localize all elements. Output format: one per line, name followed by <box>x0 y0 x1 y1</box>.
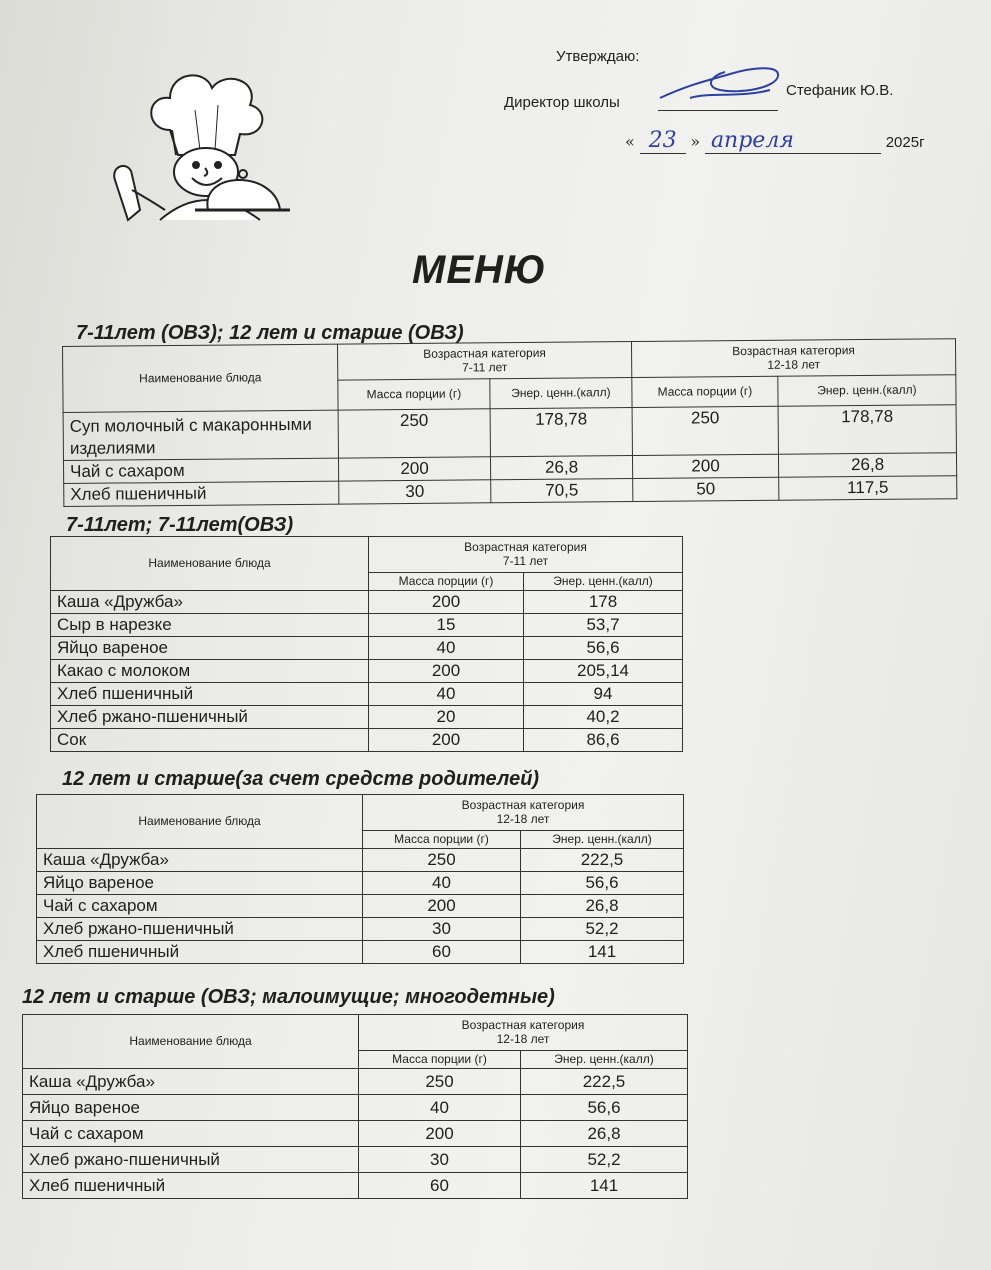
age-category: Возрастная категория 12-18 лет <box>363 795 684 831</box>
table-row: Хлеб пшеничный 60 141 <box>37 941 684 964</box>
table-row: Суп молочный с макаронными изделиями 250 178,78 250 178,78 <box>63 405 956 461</box>
mass-header: Масса порции (г) <box>338 379 490 410</box>
director-name: Стефаник Ю.В. <box>786 82 894 99</box>
section-heading: 7-11лет; 7-11лет(ОВЗ) <box>66 514 294 536</box>
chef-illustration <box>100 60 300 235</box>
dish-header: Наименование блюда <box>51 537 369 591</box>
dish-header: Наименование блюда <box>37 795 363 849</box>
table-row: Яйцо вареное 40 56,6 <box>23 1095 688 1121</box>
age-category: Возрастная категория 12-18 лет <box>359 1015 688 1051</box>
director-position: Директор школы <box>504 94 620 111</box>
table-row: Каша «Дружба» 250 222,5 <box>37 849 684 872</box>
table-row: Хлеб ржано-пшеничный 20 40,2 <box>51 706 683 729</box>
age-category: Возрастная категория 7-11 лет <box>337 342 631 381</box>
table-row: Яйцо вареное 40 56,6 <box>37 872 684 895</box>
table-row: Хлеб пшеничный 40 94 <box>51 683 683 706</box>
date-year: 2025г <box>885 134 925 151</box>
mass-header: Масса порции (г) <box>359 1051 521 1069</box>
approval-block <box>500 48 970 158</box>
energy-header: Энер. ценн.(калл) <box>778 375 956 407</box>
section-heading: 7-11лет (ОВЗ); 12 лет и старше (ОВЗ) <box>76 322 464 344</box>
age-category: Возрастная категория 12-18 лет <box>631 339 955 378</box>
mass-header: Масса порции (г) <box>363 831 521 849</box>
energy-header: Энер. ценн.(калл) <box>521 1051 688 1069</box>
table-row: Чай с сахаром 200 26,8 <box>23 1121 688 1147</box>
menu-table <box>22 1014 688 1199</box>
table-row: Каша «Дружба» 200 178 <box>51 591 683 614</box>
table-row: Какао с молоком 200 205,14 <box>51 660 683 683</box>
section-heading: 12 лет и старше(за счет средств родителей) <box>62 768 540 790</box>
approval-date: « 23 » апреля 2025г <box>625 128 925 153</box>
table-row: Хлеб пшеничный 30 70,5 50 117,5 <box>64 476 957 507</box>
menu-table <box>36 794 684 964</box>
table-row: Яйцо вареное 40 56,6 <box>51 637 683 660</box>
dish-header: Наименование блюда <box>23 1015 359 1069</box>
table-row: Хлеб пшеничный 60 141 <box>23 1173 688 1199</box>
table-row: Чай с сахаром 200 26,8 200 26,8 <box>63 453 956 484</box>
energy-header: Энер. ценн.(калл) <box>524 573 683 591</box>
approval-label: Утверждаю: <box>556 48 640 65</box>
date-day: 23 <box>648 128 677 153</box>
mass-header: Масса порции (г) <box>369 573 524 591</box>
energy-header: Энер. ценн.(калл) <box>490 378 632 409</box>
table-row: Сок 200 86,6 <box>51 729 683 752</box>
menu-table <box>50 536 683 752</box>
menu-table <box>62 338 957 507</box>
table-row: Сыр в нарезке 15 53,7 <box>51 614 683 637</box>
signature <box>650 54 790 106</box>
table-row: Каша «Дружба» 250 222,5 <box>23 1069 688 1095</box>
mass-header: Масса порции (г) <box>632 376 778 407</box>
date-month: апреля <box>710 128 794 153</box>
section-heading: 12 лет и старше (ОВЗ; малоимущие; многодетные) <box>22 986 555 1008</box>
table-row: Чай с сахаром 200 26,8 <box>37 895 684 918</box>
table-row: Хлеб ржано-пшеничный 30 52,2 <box>37 918 684 941</box>
table-row: Хлеб ржано-пшеничный 30 52,2 <box>23 1147 688 1173</box>
page-title: МЕНЮ <box>412 248 547 292</box>
energy-header: Энер. ценн.(калл) <box>521 831 684 849</box>
age-category: Возрастная категория 7-11 лет <box>369 537 683 573</box>
dish-header: Наименование блюда <box>63 344 339 412</box>
